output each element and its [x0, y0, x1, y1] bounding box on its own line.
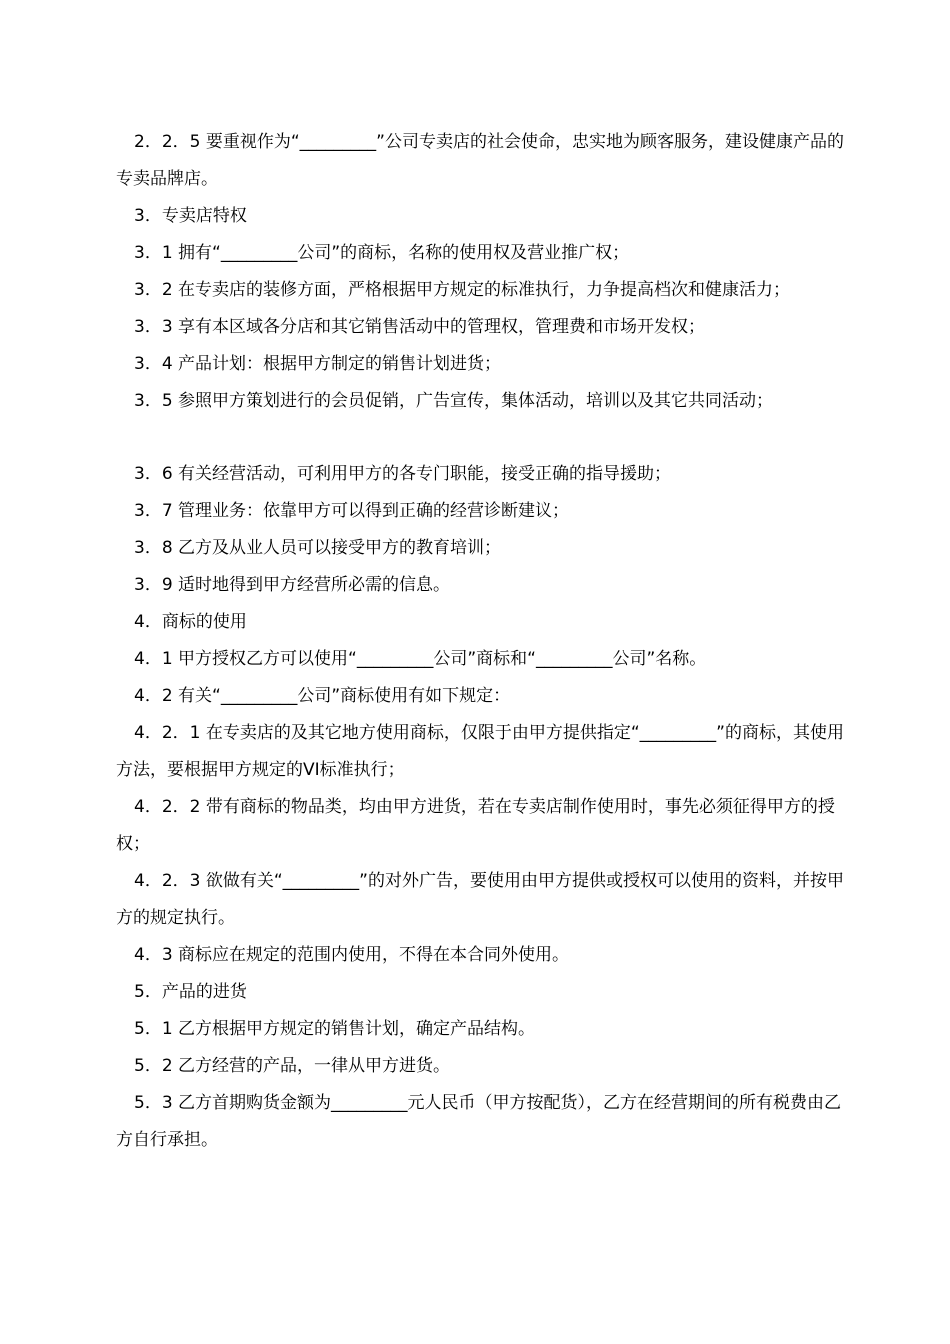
- section-4-heading: 4．商标的使用: [134, 612, 247, 632]
- clause-5-3: 5．3 乙方首期购货金额为_________元人民币（甲方按配货），乙方在经营期间的所有税费由乙方自行承担。: [116, 1093, 842, 1150]
- section-3-heading: 3．专卖店特权: [134, 206, 247, 226]
- clause-4-2-2: 4．2．2 带有商标的物品类，均由甲方进货，若在专卖店制作使用时，事先必须征得甲方的授权；: [116, 797, 835, 854]
- clause-4-2-1: 4．2．1 在专卖店的及其它地方使用商标，仅限于由甲方提供指定“_________”的商标，其使用方法，要根据甲方规定的VI标准执行；: [116, 723, 844, 780]
- clause-4-2-3: 4．2．3 欲做有关“_________”的对外广告，要使用由甲方提供或授权可以使用的资料，并按甲方的规定执行。: [116, 871, 844, 928]
- clause-3-7: 3．7 管理业务：依靠甲方可以得到正确的经营诊断建议；: [134, 501, 570, 521]
- clause-3-1: 3．1 拥有“_________公司”的商标，名称的使用权及营业推广权；: [134, 243, 630, 263]
- document-page: [116, 124, 846, 1159]
- clause-3-4: 3．4 产品计划：根据甲方制定的销售计划进货；: [134, 354, 502, 374]
- clause-3-6: 3．6 有关经营活动，可利用甲方的各专门职能，接受正确的指导援助；: [134, 464, 672, 484]
- clause-4-2: 4．2 有关“_________公司”商标使用有如下规定：: [134, 686, 511, 706]
- clause-3-3: 3．3 享有本区域各分店和其它销售活动中的管理权，管理费和市场开发权；: [134, 317, 706, 337]
- clause-3-2: 3．2 在专卖店的装修方面，严格根据甲方规定的标准执行，力争提高档次和健康活力；: [134, 280, 791, 300]
- clause-3-9: 3．9 适时地得到甲方经营所必需的信息。: [134, 575, 451, 595]
- clause-3-5: 3．5 参照甲方策划进行的会员促销，广告宣传，集体活动，培训以及其它共同活动；: [134, 391, 774, 411]
- clause-5-2: 5．2 乙方经营的产品，一律从甲方进货。: [134, 1056, 451, 1076]
- section-5-heading: 5．产品的进货: [134, 982, 247, 1002]
- clause-3-8: 3．8 乙方及从业人员可以接受甲方的教育培训；: [134, 538, 502, 558]
- clause-4-3: 4．3 商标应在规定的范围内使用，不得在本合同外使用。: [134, 945, 570, 965]
- clause-5-1: 5．1 乙方根据甲方规定的销售计划，确定产品结构。: [134, 1019, 536, 1039]
- paragraph-gap: [116, 420, 846, 456]
- clause-2-2-5: 2．2．5 要重视作为“_________”公司专卖店的社会使命，忠实地为顾客服务，建设健康产品的专卖品牌店。: [116, 132, 844, 189]
- clause-4-1: 4．1 甲方授权乙方可以使用“_________公司”商标和“_________公司”名称。: [134, 649, 707, 669]
